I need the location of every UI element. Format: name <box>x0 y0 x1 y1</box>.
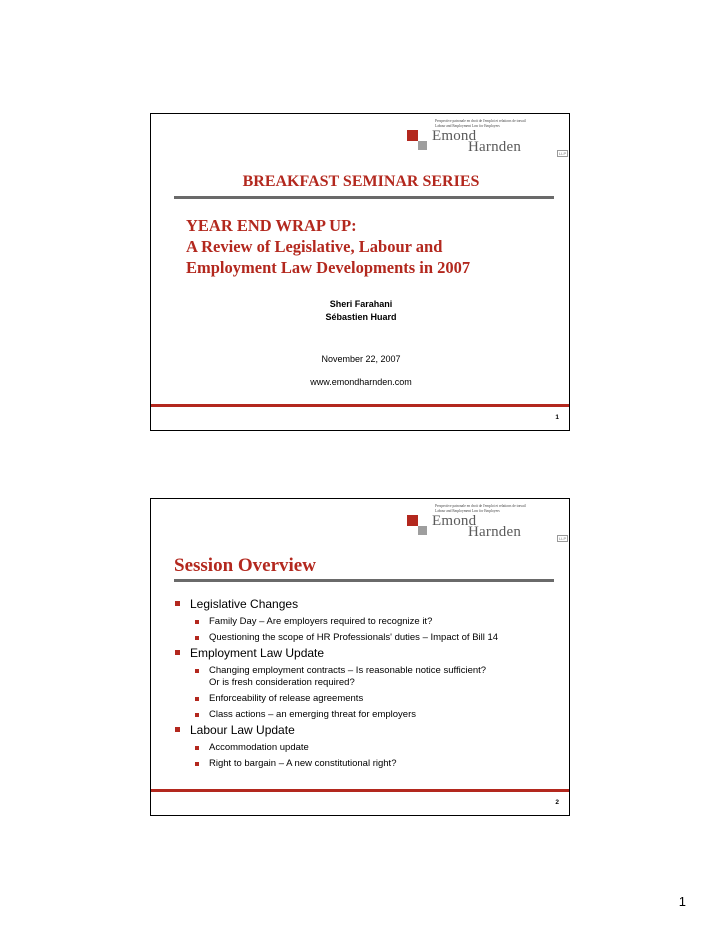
logo-grey-square-icon <box>418 526 427 535</box>
seminar-date: November 22, 2007 <box>321 354 401 364</box>
outline-section <box>175 723 565 738</box>
session-outline <box>175 595 565 770</box>
section-heading: Legislative Changes <box>190 597 299 611</box>
slide-page-number: 2 <box>555 799 559 806</box>
square-bullet-icon <box>195 697 199 701</box>
logo-word-harnden: Harnden <box>468 524 522 540</box>
seminar-title-line: YEAR END WRAP UP: <box>186 216 357 235</box>
square-bullet-icon <box>175 601 180 606</box>
item-text: Enforceability of release agreements <box>209 693 364 704</box>
square-bullet-icon <box>195 713 199 717</box>
item-text: Right to bargain – A new constitutional right? <box>209 758 397 769</box>
tagline-english: Labour and Employment Law for Employers <box>435 123 500 128</box>
seminar-title <box>186 215 556 278</box>
document-page-number: 1 <box>678 894 686 909</box>
outline-item <box>175 665 565 689</box>
logo-badge: LLP <box>559 151 567 156</box>
logo-grey-square-icon <box>418 141 427 150</box>
firm-tagline <box>435 504 555 513</box>
item-text: Questioning the scope of HR Professionals' duties – Impact of Bill 14 <box>209 632 499 643</box>
item-text: Family Day – Are employers required to recognize it? <box>209 616 433 627</box>
item-text: Class actions – an emerging threat for employers <box>209 709 416 720</box>
presenter-name: Sébastien Huard <box>325 312 397 322</box>
seminar-title-line: A Review of Legislative, Labour and <box>186 237 443 256</box>
square-bullet-icon <box>175 727 180 732</box>
logo-badge: LLP <box>559 536 567 541</box>
seminar-title-line: Employment Law Developments in 2007 <box>186 258 471 277</box>
slide-2 <box>150 498 570 816</box>
firm-website: www.emondharnden.com <box>310 377 412 387</box>
tagline-french: Perspective patronale en droit de l'emploi et relations de travail <box>435 504 526 508</box>
item-text: Accommodation update <box>209 742 309 753</box>
title-divider <box>174 579 554 582</box>
title-divider <box>174 196 554 199</box>
item-text: Changing employment contracts – Is reasonable notice sufficient? <box>209 665 487 676</box>
series-title: BREAKFAST SEMINAR SERIES <box>242 173 480 190</box>
square-bullet-icon <box>195 620 199 624</box>
outline-item <box>175 758 565 770</box>
slide-title: Session Overview <box>174 555 316 576</box>
square-bullet-icon <box>195 762 199 766</box>
presenter-name: Sheri Farahani <box>329 299 393 309</box>
square-bullet-icon <box>195 746 199 750</box>
section-heading: Employment Law Update <box>190 646 325 660</box>
slide-1 <box>150 113 570 431</box>
section-heading: Labour Law Update <box>190 723 295 737</box>
outline-item <box>175 632 565 644</box>
outline-section <box>175 597 565 612</box>
outline-item <box>175 616 565 628</box>
outline-item <box>175 742 565 754</box>
square-bullet-icon <box>175 650 180 655</box>
footer-bar <box>151 789 569 792</box>
footer-bar <box>151 404 569 407</box>
slide-page-number: 1 <box>555 414 559 421</box>
outline-item <box>175 709 565 721</box>
firm-logo <box>407 513 567 543</box>
logo-word-emond: Emond <box>432 513 477 529</box>
firm-tagline <box>435 119 555 128</box>
firm-logo <box>407 128 567 158</box>
presenters <box>151 298 571 324</box>
outline-section <box>175 646 565 661</box>
square-bullet-icon <box>195 636 199 640</box>
square-bullet-icon <box>195 669 199 673</box>
logo-word-harnden: Harnden <box>468 139 522 155</box>
outline-item <box>175 693 565 705</box>
item-text-continued: Or is fresh consideration required? <box>209 677 355 688</box>
logo-red-square-icon <box>407 130 418 141</box>
logo-word-emond: Emond <box>432 128 477 144</box>
tagline-english: Labour and Employment Law for Employers <box>435 508 500 513</box>
tagline-french: Perspective patronale en droit de l'emploi et relations de travail <box>435 119 526 123</box>
logo-red-square-icon <box>407 515 418 526</box>
